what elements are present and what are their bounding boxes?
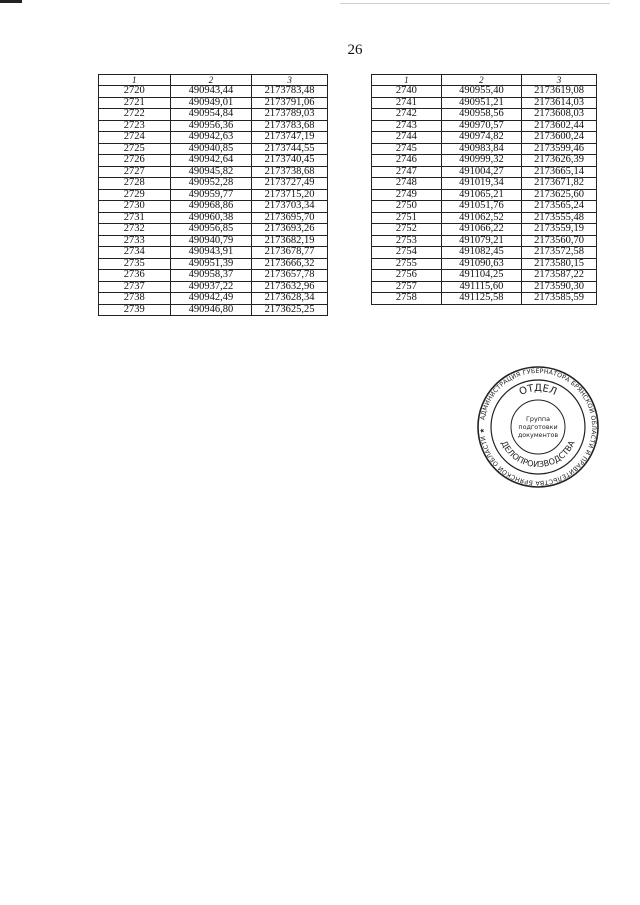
- cell-point-number: 2744: [372, 132, 442, 144]
- cell-point-number: 2740: [372, 86, 442, 98]
- cell-x-coordinate: 490940,85: [170, 143, 252, 155]
- cell-x-coordinate: 490943,44: [170, 86, 252, 98]
- table-row: [372, 178, 597, 190]
- table-row: [99, 178, 328, 190]
- cell-x-coordinate: 490960,38: [170, 212, 252, 224]
- cell-x-coordinate: 490959,77: [170, 189, 252, 201]
- table-row: [372, 247, 597, 259]
- stamp-center-line-3: документов: [517, 431, 559, 439]
- table-row: [99, 189, 328, 201]
- table-row: [99, 201, 328, 213]
- cell-x-coordinate: 491065,21: [441, 189, 521, 201]
- table-row: [372, 235, 597, 247]
- cell-y-coordinate: 2173666,32: [252, 258, 328, 270]
- cell-y-coordinate: 2173744,55: [252, 143, 328, 155]
- table-row: [372, 143, 597, 155]
- stamp-center-line-2: подготовки: [518, 423, 558, 431]
- table-row: [372, 86, 597, 98]
- table-row: [99, 235, 328, 247]
- cell-y-coordinate: 2173560,70: [522, 235, 597, 247]
- cell-y-coordinate: 2173789,03: [252, 109, 328, 121]
- cell-point-number: 2731: [99, 212, 171, 224]
- cell-y-coordinate: 2173740,45: [252, 155, 328, 167]
- cell-y-coordinate: 2173671,82: [522, 178, 597, 190]
- cell-point-number: 2728: [99, 178, 171, 190]
- cell-point-number: 2727: [99, 166, 171, 178]
- cell-y-coordinate: 2173695,70: [252, 212, 328, 224]
- cell-point-number: 2756: [372, 270, 442, 282]
- cell-x-coordinate: 491062,52: [441, 212, 521, 224]
- cell-x-coordinate: 490951,21: [441, 97, 521, 109]
- cell-y-coordinate: 2173632,96: [252, 281, 328, 293]
- page-number: 26: [347, 42, 363, 58]
- table-header-row: [99, 75, 328, 86]
- cell-y-coordinate: 2173590,30: [522, 281, 597, 293]
- cell-point-number: 2758: [372, 293, 442, 305]
- cell-point-number: 2752: [372, 224, 442, 236]
- cell-y-coordinate: 2173682,19: [252, 235, 328, 247]
- cell-y-coordinate: 2173628,34: [252, 293, 328, 305]
- cell-point-number: 2742: [372, 109, 442, 121]
- table-body-left: [99, 86, 328, 316]
- cell-point-number: 2722: [99, 109, 171, 121]
- column-header-x: 2: [170, 75, 252, 86]
- cell-y-coordinate: 2173599,46: [522, 143, 597, 155]
- cell-x-coordinate: 490970,57: [441, 120, 521, 132]
- cell-x-coordinate: 490952,28: [170, 178, 252, 190]
- cell-x-coordinate: 491082,45: [441, 247, 521, 259]
- cell-point-number: 2730: [99, 201, 171, 213]
- cell-x-coordinate: 490951,39: [170, 258, 252, 270]
- cell-y-coordinate: 2173565,24: [522, 201, 597, 213]
- table-row: [372, 189, 597, 201]
- cell-point-number: 2735: [99, 258, 171, 270]
- table-row: [99, 166, 328, 178]
- cell-point-number: 2755: [372, 258, 442, 270]
- cell-x-coordinate: 490958,56: [441, 109, 521, 121]
- cell-y-coordinate: 2173625,25: [252, 304, 328, 316]
- cell-x-coordinate: 490937,22: [170, 281, 252, 293]
- table-row: [99, 247, 328, 259]
- scan-edge-mark: [0, 0, 22, 3]
- cell-x-coordinate: 490945,82: [170, 166, 252, 178]
- cell-point-number: 2723: [99, 120, 171, 132]
- cell-point-number: 2729: [99, 189, 171, 201]
- cell-y-coordinate: 2173738,68: [252, 166, 328, 178]
- cell-point-number: 2726: [99, 155, 171, 167]
- table-row: [99, 97, 328, 109]
- table-row: [372, 201, 597, 213]
- cell-point-number: 2757: [372, 281, 442, 293]
- cell-point-number: 2741: [372, 97, 442, 109]
- column-header-y: 3: [252, 75, 328, 86]
- cell-point-number: 2748: [372, 178, 442, 190]
- stamp-top-word: ОТДЕЛ: [517, 382, 559, 398]
- column-header-x: 2: [441, 75, 521, 86]
- table-row: [99, 304, 328, 316]
- cell-point-number: 2754: [372, 247, 442, 259]
- cell-point-number: 2739: [99, 304, 171, 316]
- cell-point-number: 2737: [99, 281, 171, 293]
- column-header-point: 1: [99, 75, 171, 86]
- cell-x-coordinate: 491066,22: [441, 224, 521, 236]
- scan-edge-line: [340, 3, 610, 4]
- table-row: [372, 224, 597, 236]
- cell-y-coordinate: 2173602,44: [522, 120, 597, 132]
- cell-y-coordinate: 2173587,22: [522, 270, 597, 282]
- cell-point-number: 2720: [99, 86, 171, 98]
- cell-x-coordinate: 490946,80: [170, 304, 252, 316]
- column-header-point: 1: [372, 75, 442, 86]
- cell-y-coordinate: 2173693,26: [252, 224, 328, 236]
- table-row: [372, 258, 597, 270]
- cell-x-coordinate: 490942,63: [170, 132, 252, 144]
- table-row: [372, 166, 597, 178]
- cell-x-coordinate: 491051,76: [441, 201, 521, 213]
- cell-point-number: 2724: [99, 132, 171, 144]
- stamp-bottom-word: ДЕЛОПРОИЗВОДСТВА: [499, 438, 577, 470]
- cell-x-coordinate: 490942,64: [170, 155, 252, 167]
- table-row: [99, 109, 328, 121]
- cell-point-number: 2750: [372, 201, 442, 213]
- official-stamp: [476, 365, 600, 489]
- stamp-outer-text: АДМИНИСТРАЦИЯ ГУБЕРНАТОРА БРЯНСКОЙ ОБЛАСТИ И ПРАВИТЕЛЬСТВА БРЯНСКОЙ ОБЛАСТИ ★: [478, 367, 598, 487]
- cell-y-coordinate: 2173608,03: [522, 109, 597, 121]
- cell-x-coordinate: 491079,21: [441, 235, 521, 247]
- table-row: [99, 212, 328, 224]
- cell-y-coordinate: 2173559,19: [522, 224, 597, 236]
- table-row: [372, 109, 597, 121]
- table-row: [99, 143, 328, 155]
- table-row: [372, 212, 597, 224]
- column-header-y: 3: [522, 75, 597, 86]
- stamp-center-line-1: Группа: [525, 415, 551, 423]
- cell-y-coordinate: 2173572,58: [522, 247, 597, 259]
- cell-y-coordinate: 2173747,19: [252, 132, 328, 144]
- cell-x-coordinate: 490956,85: [170, 224, 252, 236]
- cell-y-coordinate: 2173791,06: [252, 97, 328, 109]
- cell-x-coordinate: 490958,37: [170, 270, 252, 282]
- cell-x-coordinate: 490974,82: [441, 132, 521, 144]
- cell-y-coordinate: 2173614,03: [522, 97, 597, 109]
- table-row: [99, 132, 328, 144]
- cell-point-number: 2751: [372, 212, 442, 224]
- cell-x-coordinate: 491104,25: [441, 270, 521, 282]
- table-row: [372, 97, 597, 109]
- cell-point-number: 2732: [99, 224, 171, 236]
- cell-point-number: 2721: [99, 97, 171, 109]
- table-row: [99, 270, 328, 282]
- cell-y-coordinate: 2173665,14: [522, 166, 597, 178]
- cell-point-number: 2738: [99, 293, 171, 305]
- cell-x-coordinate: 491125,58: [441, 293, 521, 305]
- cell-point-number: 2753: [372, 235, 442, 247]
- cell-y-coordinate: 2173715,20: [252, 189, 328, 201]
- cell-y-coordinate: 2173678,77: [252, 247, 328, 259]
- coordinates-table-right: [371, 74, 597, 305]
- cell-y-coordinate: 2173657,78: [252, 270, 328, 282]
- cell-y-coordinate: 2173555,48: [522, 212, 597, 224]
- cell-x-coordinate: 490942,49: [170, 293, 252, 305]
- table-row: [99, 86, 328, 98]
- cell-x-coordinate: 491115,60: [441, 281, 521, 293]
- table-body-right: [372, 86, 597, 305]
- cell-point-number: 2736: [99, 270, 171, 282]
- table-row: [372, 270, 597, 282]
- table-row: [99, 293, 328, 305]
- table-row: [372, 155, 597, 167]
- cell-x-coordinate: 491090,63: [441, 258, 521, 270]
- cell-y-coordinate: 2173619,08: [522, 86, 597, 98]
- table-row: [372, 120, 597, 132]
- cell-point-number: 2749: [372, 189, 442, 201]
- cell-x-coordinate: 490943,91: [170, 247, 252, 259]
- cell-x-coordinate: 490999,32: [441, 155, 521, 167]
- cell-x-coordinate: 490955,40: [441, 86, 521, 98]
- coordinates-table-left: [98, 74, 328, 316]
- cell-point-number: 2746: [372, 155, 442, 167]
- cell-y-coordinate: 2173600,24: [522, 132, 597, 144]
- cell-y-coordinate: 2173585,59: [522, 293, 597, 305]
- cell-x-coordinate: 490956,36: [170, 120, 252, 132]
- cell-x-coordinate: 490954,84: [170, 109, 252, 121]
- cell-y-coordinate: 2173783,68: [252, 120, 328, 132]
- cell-x-coordinate: 491004,27: [441, 166, 521, 178]
- cell-y-coordinate: 2173625,60: [522, 189, 597, 201]
- table-row: [99, 155, 328, 167]
- cell-y-coordinate: 2173580,15: [522, 258, 597, 270]
- cell-y-coordinate: 2173783,48: [252, 86, 328, 98]
- table-row: [99, 120, 328, 132]
- table-row: [372, 293, 597, 305]
- table-row: [99, 281, 328, 293]
- cell-y-coordinate: 2173703,34: [252, 201, 328, 213]
- table-row: [372, 132, 597, 144]
- table-row: [99, 224, 328, 236]
- cell-x-coordinate: 491019,34: [441, 178, 521, 190]
- cell-point-number: 2745: [372, 143, 442, 155]
- table-row: [372, 281, 597, 293]
- cell-x-coordinate: 490940,79: [170, 235, 252, 247]
- cell-point-number: 2743: [372, 120, 442, 132]
- cell-point-number: 2725: [99, 143, 171, 155]
- cell-y-coordinate: 2173626,39: [522, 155, 597, 167]
- table-header-row: [372, 75, 597, 86]
- cell-y-coordinate: 2173727,49: [252, 178, 328, 190]
- cell-x-coordinate: 490968,86: [170, 201, 252, 213]
- cell-point-number: 2734: [99, 247, 171, 259]
- cell-x-coordinate: 490949,01: [170, 97, 252, 109]
- cell-point-number: 2747: [372, 166, 442, 178]
- table-row: [99, 258, 328, 270]
- cell-point-number: 2733: [99, 235, 171, 247]
- cell-x-coordinate: 490983,84: [441, 143, 521, 155]
